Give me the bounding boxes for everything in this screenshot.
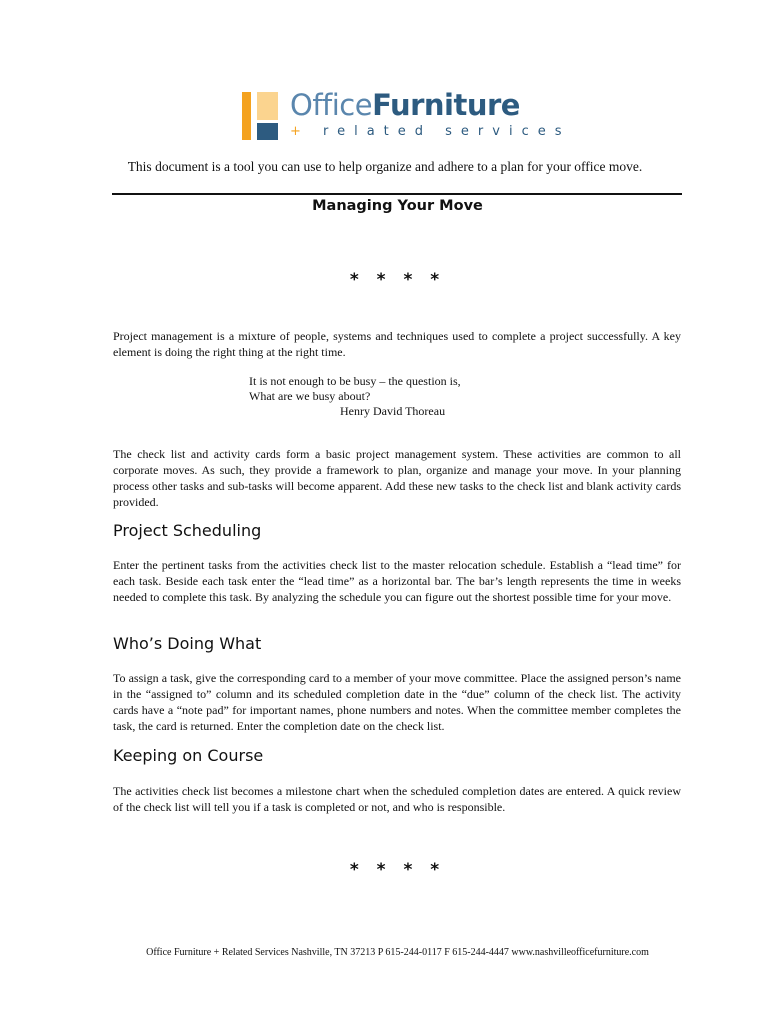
- heading-keeping-on-course: Keeping on Course: [113, 746, 264, 765]
- logo-bar-orange: [242, 92, 251, 140]
- page-footer: Office Furniture + Related Services Nashville, TN 37213 P 615-244-0117 F 615-244-4447 www.nashvilleofficefurniture.com: [146, 947, 649, 958]
- intro-text: This document is a tool you can use to help organize and adhere to a plan for your office move.: [127, 159, 643, 174]
- heading-project-scheduling: Project Scheduling: [113, 521, 262, 540]
- logo-tagline-text: related services: [323, 124, 571, 139]
- page-title: Managing Your Move: [312, 198, 483, 214]
- quote-line-1: It is not enough to be busy – the question is,: [249, 374, 461, 388]
- logo-wordmark: [290, 88, 520, 122]
- logo-mark: [242, 92, 278, 140]
- paragraph-project-management: Project management is a mixture of people, systems and techniques used to complete a project successfully. A key element is doing the right thing at the right time.: [113, 329, 681, 359]
- logo-block-navy: [257, 123, 278, 140]
- logo-plus: +: [290, 124, 310, 139]
- logo-word-office: Office: [290, 88, 373, 122]
- paragraph-keeping-on-course: The activities check list becomes a milestone chart when the scheduled completion dates are entered. A quick review of the check list will tell you if a task is completed or not, and who is responsible.: [113, 784, 681, 814]
- stars-separator-top: * * * *: [349, 270, 446, 290]
- quote-author: Henry David Thoreau: [340, 404, 446, 418]
- company-logo: [242, 88, 571, 142]
- logo-block-light: [257, 92, 278, 120]
- stars-separator-bottom: * * * *: [349, 860, 446, 880]
- paragraph-project-scheduling: Enter the pertinent tasks from the activities check list to the master relocation schedule. Establish a “lead time” for each task. Beside each task enter the “lead time” as a horizontal bar. The bar’s length represents the time in weeks needed to complete this task. By analyzing the schedule you can figure out the shortest possible time for your move.: [113, 558, 681, 604]
- paragraph-whos-doing-what: To assign a task, give the corresponding card to a member of your move committee. Place the assigned person’s name in the “assigned to” column and its scheduled completion date in the “due” column of the check list. The activity cards have a “note pad” for important names, phone numbers and notes. When the committee member completes the task, the card is returned. Enter the completion date on the check list.: [113, 671, 681, 733]
- divider-rule: [112, 193, 682, 195]
- logo-word-furniture: Furniture: [372, 88, 520, 122]
- logo-tagline: [290, 124, 571, 139]
- heading-whos-doing-what: Who’s Doing What: [113, 634, 262, 653]
- paragraph-checklist: The check list and activity cards form a basic project management system. These activities are common to all corporate moves. As such, they provide a framework to plan, organize and manage your move. In your planning process other tasks and sub-tasks will become apparent. Add these new tasks to the check list and blank activity cards provided.: [113, 447, 681, 509]
- quote-line-2: What are we busy about?: [249, 389, 371, 403]
